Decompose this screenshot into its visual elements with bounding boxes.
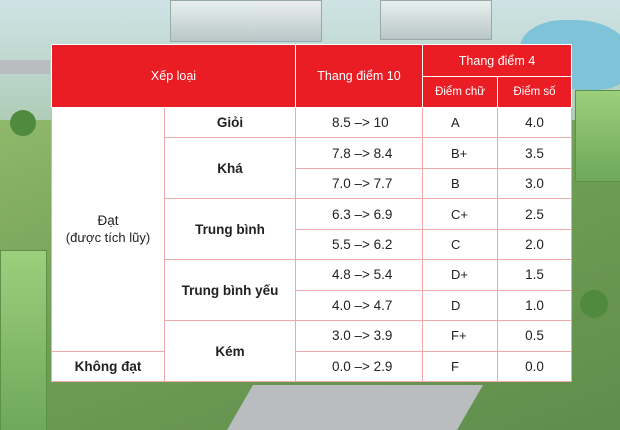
numeric-grade: 1.0 (498, 290, 572, 320)
numeric-grade: 3.0 (498, 168, 572, 198)
rank-good: Khá (165, 138, 296, 199)
header-scale-4: Thang điểm 4 (423, 45, 572, 77)
group-fail: Không đạt (52, 351, 165, 382)
rank-excellent: Giỏi (165, 108, 296, 138)
rank-average: Trung bình (165, 199, 296, 260)
numeric-grade: 0.0 (498, 351, 572, 382)
background-road (0, 60, 50, 74)
table-header (52, 45, 572, 108)
numeric-grade: 2.5 (498, 199, 572, 229)
score-range: 5.5 –> 6.2 (296, 229, 423, 259)
header-numeric-grade: Điểm số (498, 77, 572, 108)
grading-scale-table (51, 44, 572, 382)
letter-grade: B+ (423, 138, 498, 168)
group-pass (52, 108, 165, 352)
numeric-grade: 3.5 (498, 138, 572, 168)
score-range: 6.3 –> 6.9 (296, 199, 423, 229)
header-letter-grade: Điểm chữ (423, 77, 498, 108)
background-building (0, 250, 47, 430)
score-range: 7.0 –> 7.7 (296, 168, 423, 198)
table-body (52, 108, 572, 382)
numeric-grade: 2.0 (498, 229, 572, 259)
letter-grade: C (423, 229, 498, 259)
letter-grade: B (423, 168, 498, 198)
numeric-grade: 1.5 (498, 260, 572, 290)
rank-below-average: Trung bình yếu (165, 260, 296, 321)
table-row (52, 351, 572, 382)
score-range: 0.0 –> 2.9 (296, 351, 423, 382)
letter-grade: F+ (423, 321, 498, 351)
background-tree (580, 290, 608, 318)
numeric-grade: 0.5 (498, 321, 572, 351)
score-range: 3.0 –> 3.9 (296, 321, 423, 351)
letter-grade: D (423, 290, 498, 320)
rank-weak: Kém (165, 321, 296, 382)
score-range: 7.8 –> 8.4 (296, 138, 423, 168)
numeric-grade: 4.0 (498, 108, 572, 138)
background-building (380, 0, 492, 40)
header-classification: Xếp loại (52, 45, 296, 108)
group-pass-note: (được tích lũy) (65, 230, 151, 246)
score-range: 4.8 –> 5.4 (296, 260, 423, 290)
background-tree (10, 110, 36, 136)
score-range: 8.5 –> 10 (296, 108, 423, 138)
score-range: 4.0 –> 4.7 (296, 290, 423, 320)
background-building (170, 0, 322, 42)
letter-grade: C+ (423, 199, 498, 229)
background-building (575, 90, 620, 182)
letter-grade: D+ (423, 260, 498, 290)
header-scale-10: Thang điểm 10 (296, 45, 423, 108)
group-pass-label: Đạt (97, 213, 119, 229)
table-row (52, 108, 572, 138)
letter-grade: F (423, 351, 498, 382)
background-road (227, 385, 483, 430)
letter-grade: A (423, 108, 498, 138)
